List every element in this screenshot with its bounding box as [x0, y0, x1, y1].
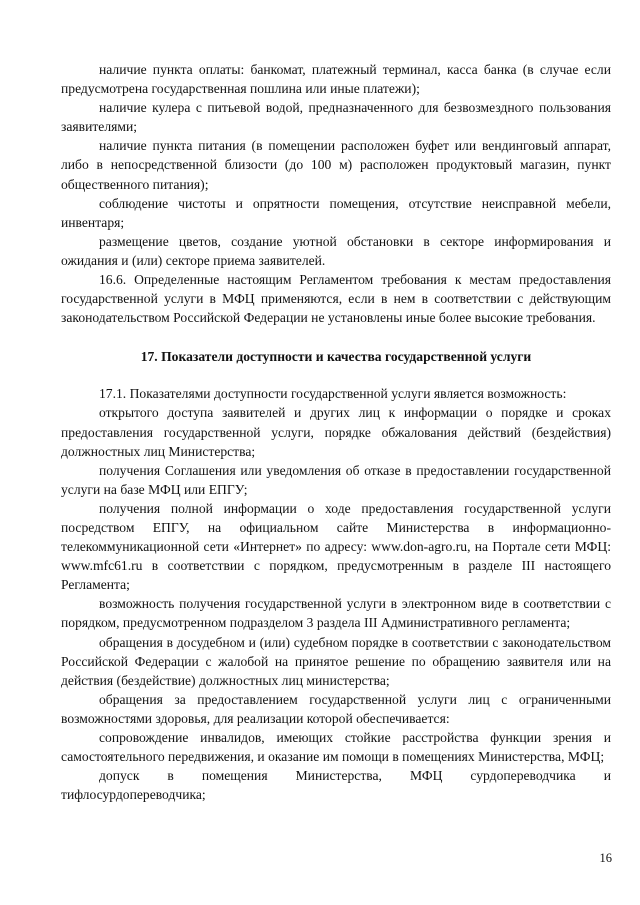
- paragraph: обращения в досудебном и (или) судебном порядке в соответствии с законодательством Российской Федерации с жалобой на принятое решение по обращению заявителя или на действия (бездействие) должностных лиц министерства;: [61, 634, 611, 688]
- paragraph: открытого доступа заявителей и других лиц к информации о порядке и сроках предоставления государственной услуги, порядке обжалования действий (бездействия) должностных лиц Министерства;: [61, 405, 611, 459]
- section-heading: 17. Показатели доступности и качества государственной услуги: [140, 349, 532, 365]
- paragraph: размещение цветов, создание уютной обстановки в секторе информирования и ожидания и (или) секторе приема заявителей.: [61, 233, 611, 268]
- paragraph: сопровождение инвалидов, имеющих стойкие расстройства функции зрения и самостоятельного передвижения, и оказание им помощи в помещениях Министерства, МФЦ;: [61, 730, 611, 765]
- paragraph: допуск в помещения Министерства, МФЦ сурдопереводчика и тифлосурдопереводчика;: [61, 768, 611, 803]
- paragraph: возможность получения государственной услуги в электронном виде в соответствии с порядком, предусмотренном подразделом 3 раздела III Административного регламента;: [61, 596, 611, 631]
- paragraph: получения Соглашения или уведомления об отказе в предоставлении государственной услуги на базе МФЦ или ЕПГУ;: [61, 462, 611, 497]
- paragraph: наличие кулера с питьевой водой, предназначенного для безвозмездного пользования заявителями;: [61, 100, 611, 135]
- page-number: 16: [599, 851, 612, 865]
- document-body: [61, 60, 611, 804]
- paragraph: 17.1. Показателями доступности государственной услуги является возможность:: [99, 386, 567, 402]
- paragraph: наличие пункта оплаты: банкомат, платежный терминал, касса банка (в случае если предусмотрена государственная пошлина или иные платежи);: [61, 62, 611, 97]
- paragraph: соблюдение чистоты и опрятности помещения, отсутствие неисправной мебели, инвентаря;: [61, 195, 611, 230]
- paragraph: получения полной информации о ходе предоставления государственной услуги посредством ЕПГУ, на официальном сайте Министерства в информационно-телекоммуникационной сети «Интернет» по адресу: www.don-agro.ru, на Портале сети МФЦ: www.mfc61.ru в соответствии с порядком, предусмотренным в разделе III настоящего Регламента;: [61, 500, 611, 593]
- paragraph: обращения за предоставлением государственной услуги лиц с ограниченными возможностями здоровья, для реализации которой обеспечивается:: [61, 691, 611, 726]
- paragraph: наличие пункта питания (в помещении расположен буфет или вендинговый аппарат, либо в непосредственной близости (до 100 м) расположен продуктовый магазин, пункт общественного питания);: [61, 138, 611, 192]
- paragraph: 16.6. Определенные настоящим Регламентом требования к местам предоставления государственной услуги в МФЦ применяются, если в нем в соответствии с действующим законодательством Российской Федерации не установлены иные более высокие требования.: [61, 272, 611, 326]
